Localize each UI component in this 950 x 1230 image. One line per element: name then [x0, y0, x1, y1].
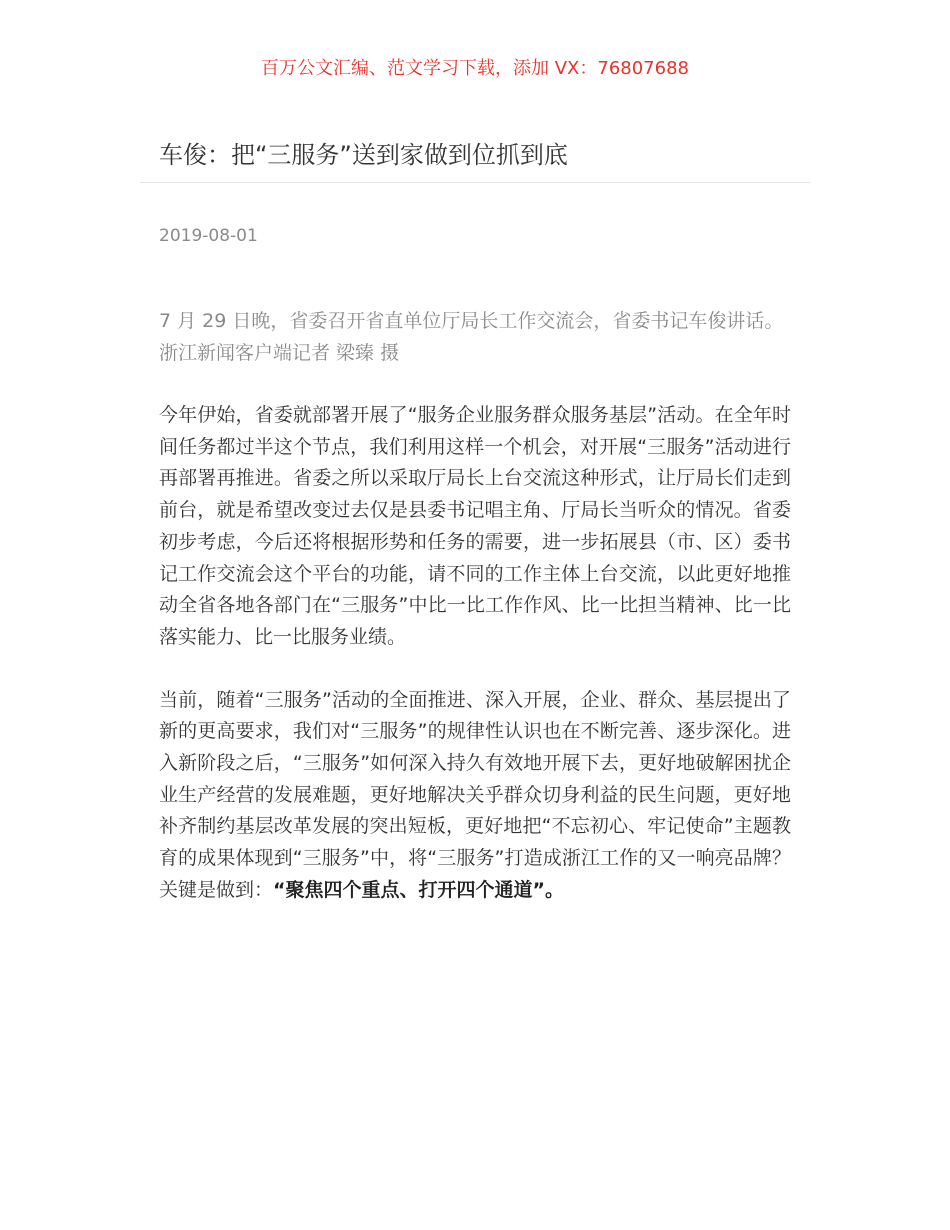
paragraph-2-text: 当前，随着“三服务”活动的全面推进、深入开展，企业、群众、基层提出了新的更高要求，我们对“三服务”的规律性认识也在不断完善、逐步深化。进入新阶段之后，“三服务”如何深入持久有效地开展下去，更好地破解困扰企业生产经营的发展难题，更好地解决关乎群众切身利益的民生问题，更好地补齐制约基层改革发展的突出短板，更好地把“不忘初心、牢记使命”主题教育的成果体现到“三服务”中，将“三服务”打造成浙江工作的又一响亮品牌？关键是做到：: [159, 688, 791, 901]
article: [140, 134, 810, 926]
photo-caption: 7 月 29 日晚，省委召开省直单位厅局长工作交流会，省委书记车俊讲话。浙江新闻客户端记者 梁臻 摄: [159, 310, 784, 364]
watermark-banner: 百万公文汇编、范文学习下载，添加 VX：76807688: [261, 58, 689, 79]
article-content: [140, 223, 810, 907]
paragraph-2: [159, 685, 791, 907]
article-title: 车俊：把“三服务”送到家做到位抓到底: [140, 134, 810, 183]
publish-date: 2019-08-01: [159, 226, 258, 246]
paragraph-1: 今年伊始，省委就部署开展了“服务企业服务群众服务基层”活动。在全年时间任务都过半这个节点，我们利用这样一个机会，对开展“三服务”活动进行再部署再推进。省委之所以采取厅局长上台交流这种形式，让厅局长们走到前台，就是希望改变过去仅是县委书记唱主角、厅局长当听众的情况。省委初步考虑，今后还将根据形势和任务的需要，进一步拓展县（市、区）委书记工作交流会这个平台的功能，请不同的工作主体上台交流，以此更好地推动全省各地各部门在“三服务”中比一比工作作风、比一比担当精神、比一比落实能力、比一比服务业绩。: [159, 404, 791, 648]
paragraph-2-highlight: “聚焦四个重点、打开四个通道”。: [273, 878, 564, 901]
